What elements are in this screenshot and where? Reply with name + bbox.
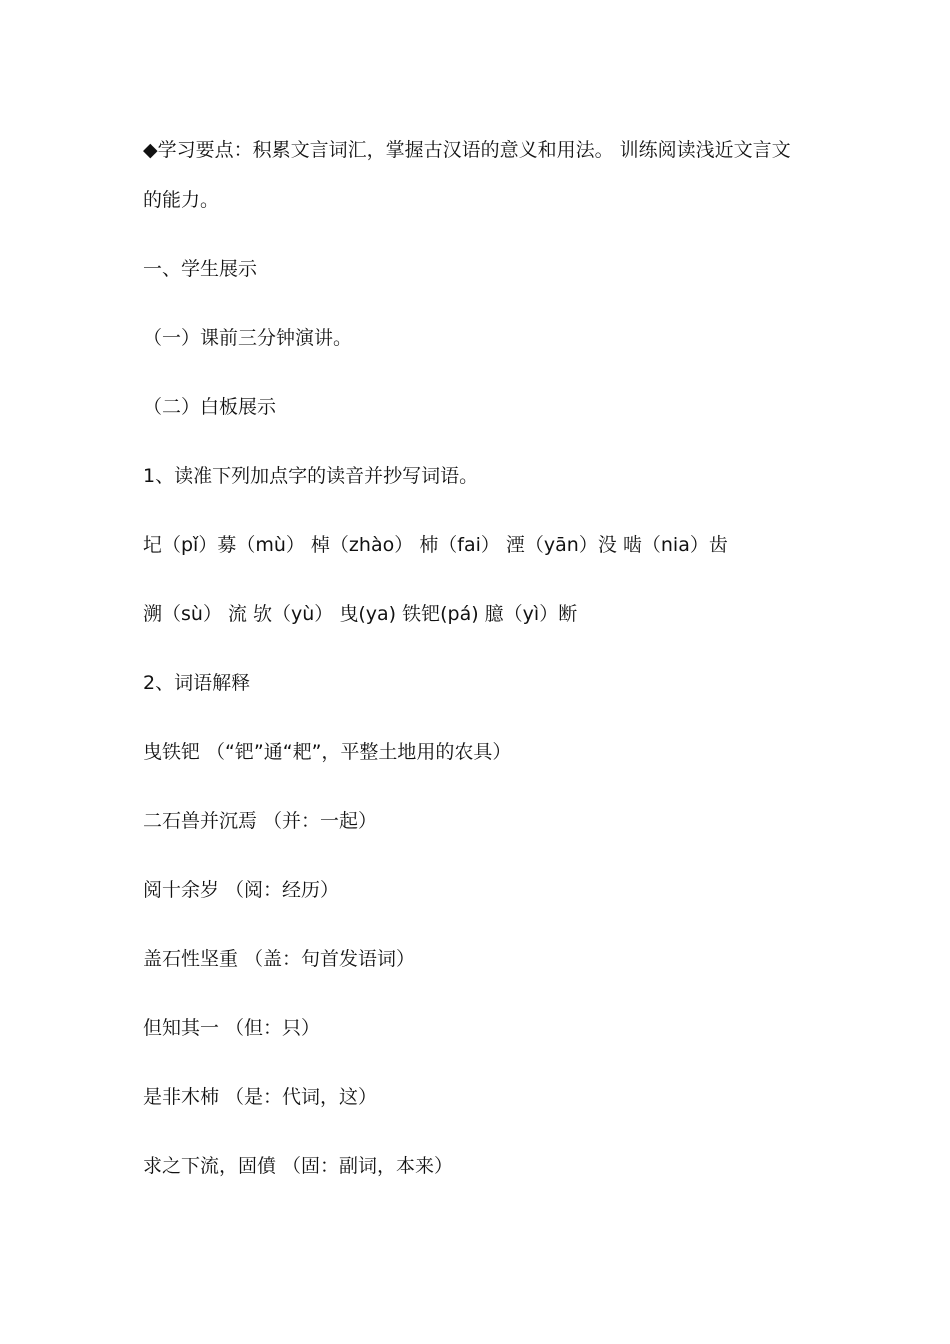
task-pronunciation: 1、读准下列加点字的读音并抄写词语。 [143,465,479,487]
explanation-item: 但知其一 （但：只） [143,1017,321,1039]
subsection-speech: （一）课前三分钟演讲。 [143,327,353,349]
study-points-line-1: ◆学习要点：积累文言词汇，掌握古汉语的意义和用法。 训练阅读浅近文言文 [143,139,791,161]
explanation-item: 二石兽并沉焉 （并：一起） [143,810,378,832]
pinyin-line-2: 溯（sù） 流 欤（yù） 曳(ya) 铁钯(pá) 臆（yì）断 [143,603,578,625]
explanation-item: 曳铁钯 （“钯”通“耙”，平整土地用的农具） [143,741,512,763]
explanation-item: 盖石性坚重 （盖：句首发语词） [143,948,416,970]
section-heading-student-show: 一、学生展示 [143,258,258,280]
explanation-item: 阅十余岁 （阅：经历） [143,879,340,901]
task-word-explanation: 2、词语解释 [143,672,251,694]
explanation-item: 是非木杮 （是：代词，这） [143,1086,378,1108]
study-points-line-2: 的能力。 [143,189,220,211]
explanation-item: 求之下流，固僨 （固：副词，本来） [143,1155,454,1177]
subsection-whiteboard: （二）白板展示 [143,396,277,418]
pinyin-line-1: 圮（pǐ）募（mù） 棹（zhào） 杮（fai） 湮（yān）没 啮（nia）齿 [143,534,728,556]
